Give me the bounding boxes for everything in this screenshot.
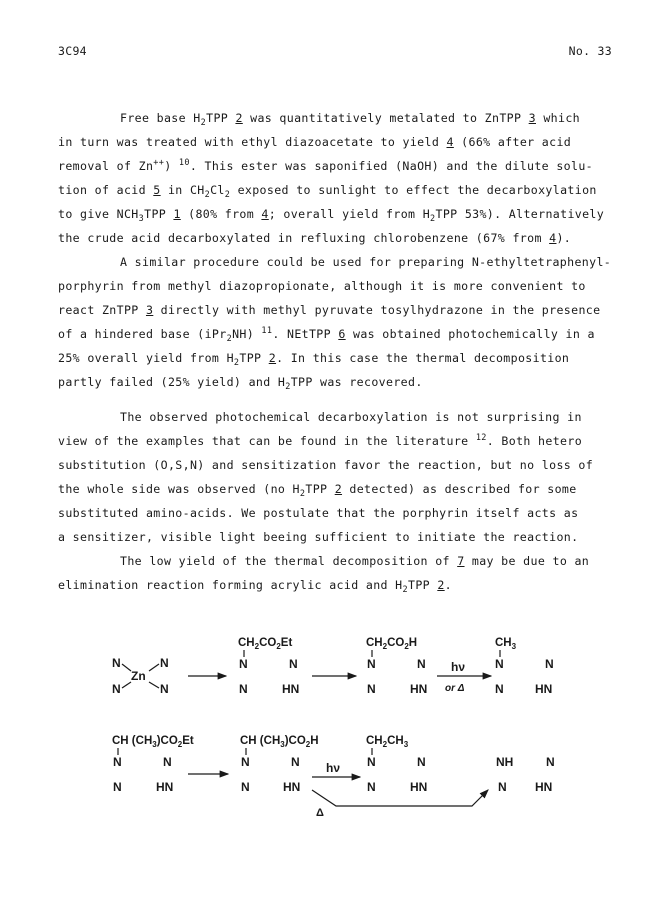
n-methyl-structure [495,637,554,696]
text-line: The low yield of the thermal decomposition of 7 may be due to an [120,554,590,568]
methyl-n2: N [545,657,554,671]
acid2-n1: N [241,755,250,769]
issue-number: No. 33 [568,44,612,58]
zn-tpp-structure [112,656,169,696]
acid2-n3: N [241,780,250,794]
text-line: A similar procedure could be used for preparing N-ethyltetraphenyl- [120,255,612,269]
n-propionate-ester-structure [112,735,194,794]
text-line: react ZnTPP 3 directly with methyl pyruvate tosylhydrazone in the presence [58,303,601,317]
zn-atom: Zn [131,669,146,683]
acid2-n2: N [291,755,300,769]
ethyl-n2: N [417,755,426,769]
zn-n3: N [112,682,121,696]
n-ethyl-structure [366,735,427,794]
ester2-substituent: CH $(CH_3)CO_2Et$ [112,735,194,749]
acid2-n4: HN [283,780,301,794]
methyl-substituent: $CH_3$ [495,637,517,651]
condition-or-delta: or Δ [445,683,465,694]
text-line: the crude acid decarboxylated in refluxing chlorobenzene (67% from 4). [58,231,572,245]
ethyl-n3: N [367,780,376,794]
acid2-substituent: CH $(CH_3)CO_2H$ [240,735,319,749]
methyl-n4: HN [535,682,553,696]
condition-hv-row1: hν [451,660,466,674]
methyl-n1: N [495,657,504,671]
acid-n2: N [417,657,426,671]
ethyl-n1: N [367,755,376,769]
ester-n3: N [239,682,248,696]
freebase-n2: N [546,755,555,769]
text-line: porphyrin from methyl diazopropionate, although it is more convenient to [58,279,586,293]
ester2-n1: N [113,755,122,769]
free-base-tpp-structure [496,755,555,794]
acid-substituent: $CH_2CO_2H$ [366,637,418,651]
ester-substituent: $CH_2CO_2Et$ [238,637,293,651]
text-line: substituted amino-acids. We postulate that the porphyrin itself acts as [58,506,579,520]
arrow-thermal-path [312,790,488,806]
text-line: 25% overall yield from $H_2TPP$ 2. In this case the thermal decomposition [58,351,570,368]
ester2-n3: N [113,780,122,794]
text-line: a sensitizer, visible light beeing sufficient to initiate the reaction. [58,530,579,544]
ester-n4: HN [282,682,300,696]
text-line: tion of acid 5 in $CH_2Cl_2$ exposed to sunlight to effect the decarboxylation [58,183,597,200]
text-line: to give $NCH_3TPP$ 1 (80% from 4; overall yield from $H_2TPP$ 53%). Alternatively [58,207,605,224]
n-propionic-acid-structure [240,735,319,794]
text-line: of a hindered base (iPr$_2$NH) $^{11}$. NEtTPP 6 was obtained photochemically in a [58,326,595,344]
page-number: 3C94 [58,44,87,58]
condition-hv-row2: hν [326,761,341,775]
ester2-n4: HN [156,780,174,794]
text-line: view of the examples that can be found in the literature $^{12}$. Both hetero [58,433,583,448]
text-line: The observed photochemical decarboxylation is not surprising in [120,410,582,424]
text-line: the whole side was observed (no $H_2TPP$ 2 detected) as described for some [58,482,577,499]
text-line: removal of Zn++) $^{10}$. This ester was saponified (NaOH) and the dilute solu- [58,158,593,173]
ethyl-substituent: $CH_2CH_3$ [366,735,409,749]
text-line: elimination reaction forming acrylic acid and $H_2TPP$ 2. [58,578,452,595]
ester-n1: N [239,657,248,671]
acid-n3: N [367,682,376,696]
n-ester-structure [238,637,299,696]
ethyl-n4: HN [410,780,428,794]
zn-n2: N [160,656,169,670]
ester-n2: N [289,657,298,671]
text-line: partly failed (25% yield) and $H_2TPP$ was recovered. [58,375,423,392]
zn-n1: N [112,656,121,670]
text-line: in turn was treated with ethyl diazoacetate to yield 4 (66% after acid [58,135,572,149]
text-line: substitution (O,S,N) and sensitization favor the reaction, but no loss of [58,458,594,472]
condition-delta-row2: Δ [316,807,324,819]
ester2-n2: N [163,755,172,769]
n-acid-structure [366,637,427,696]
text-line: Free base $H_2TPP$ 2 was quantitatively metalated to ZnTPP 3 which [120,111,580,128]
acid-n4: HN [410,682,428,696]
zn-n4: N [160,682,169,696]
methyl-n3: N [495,682,504,696]
freebase-n4: HN [535,780,553,794]
freebase-n3: N [498,780,507,794]
acid-n1: N [367,657,376,671]
freebase-n1: NH [496,755,514,769]
